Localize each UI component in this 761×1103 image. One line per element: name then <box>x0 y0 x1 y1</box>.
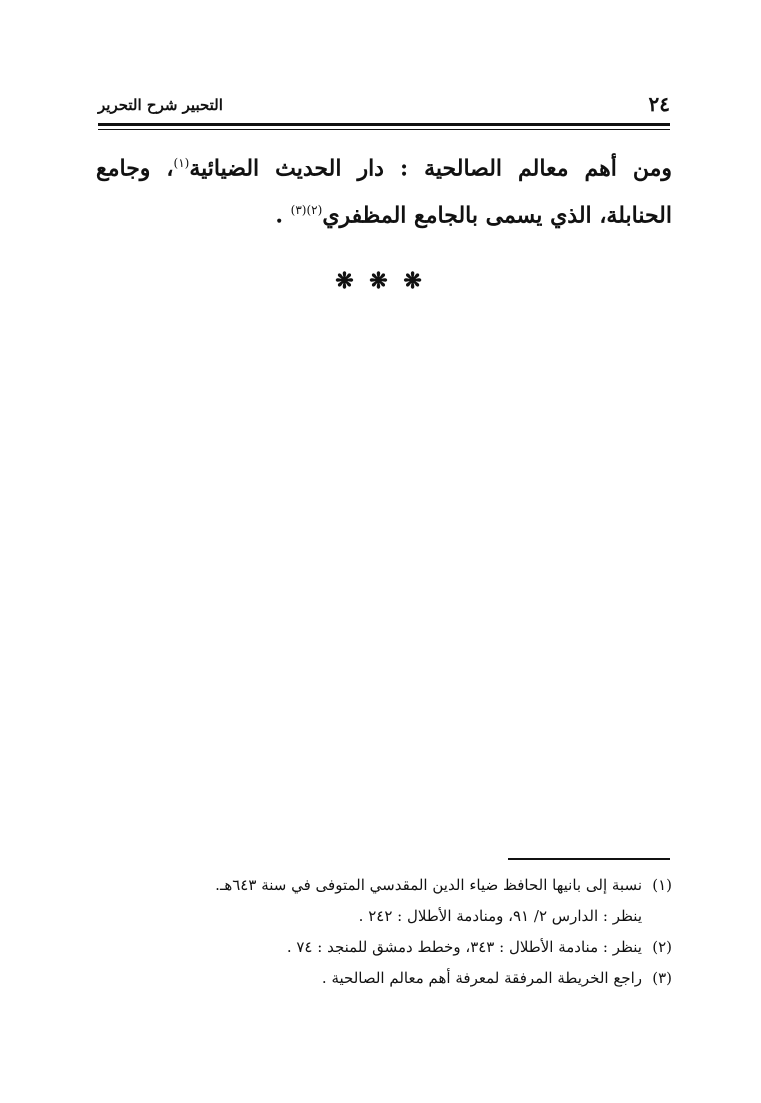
footnote-item <box>200 963 672 994</box>
footnote-item <box>200 932 672 963</box>
footnote-text: نسبة إلى بانيها الحافظ ضياء الدين المقدسي المتوفى في سنة ٦٤٣هـ. <box>215 876 642 894</box>
main-text <box>96 142 672 237</box>
footnote-ref-1: (١) <box>173 156 190 170</box>
main-paragraph <box>96 142 672 237</box>
page-header <box>98 92 670 120</box>
footnote-item <box>200 870 672 901</box>
footnote-number: (٣) <box>652 969 672 987</box>
header-rule-thin <box>98 129 670 130</box>
footnote-rule <box>508 858 670 860</box>
footnote-ref-2-3: (٢)(٣) <box>290 203 323 218</box>
footnote-continuation <box>200 901 672 932</box>
paragraph-text-part-1: ومن أهم معالم الصالحية : دار الحديث الضيائية <box>189 155 672 182</box>
footnote-number: (٢) <box>652 938 672 956</box>
footnote-text: ينظر : الدارس ٢/ ٩١، ومنادمة الأطلال : ٢٤٢ . <box>358 907 642 925</box>
footnote-text: راجع الخريطة المرفقة لمعرفة أهم معالم الصالحية . <box>321 969 642 987</box>
page-number: ٢٤ <box>648 92 670 116</box>
footnotes <box>200 870 672 994</box>
section-separator: ❋ ❋ ❋ <box>335 268 426 294</box>
footnote-number: (١) <box>652 876 672 894</box>
footnote-text: ينظر : منادمة الأطلال : ٣٤٣، وخطط دمشق للمنجد : ٧٤ . <box>286 938 642 956</box>
paragraph-text-part-3: . <box>275 202 291 229</box>
running-title: التحبير شرح التحرير <box>98 96 223 114</box>
paragraph-text-part-2: ، وجامع الحنابلة، الذي يسمى بالجامع المظفري <box>96 155 672 229</box>
header-rule-thick <box>98 123 670 126</box>
